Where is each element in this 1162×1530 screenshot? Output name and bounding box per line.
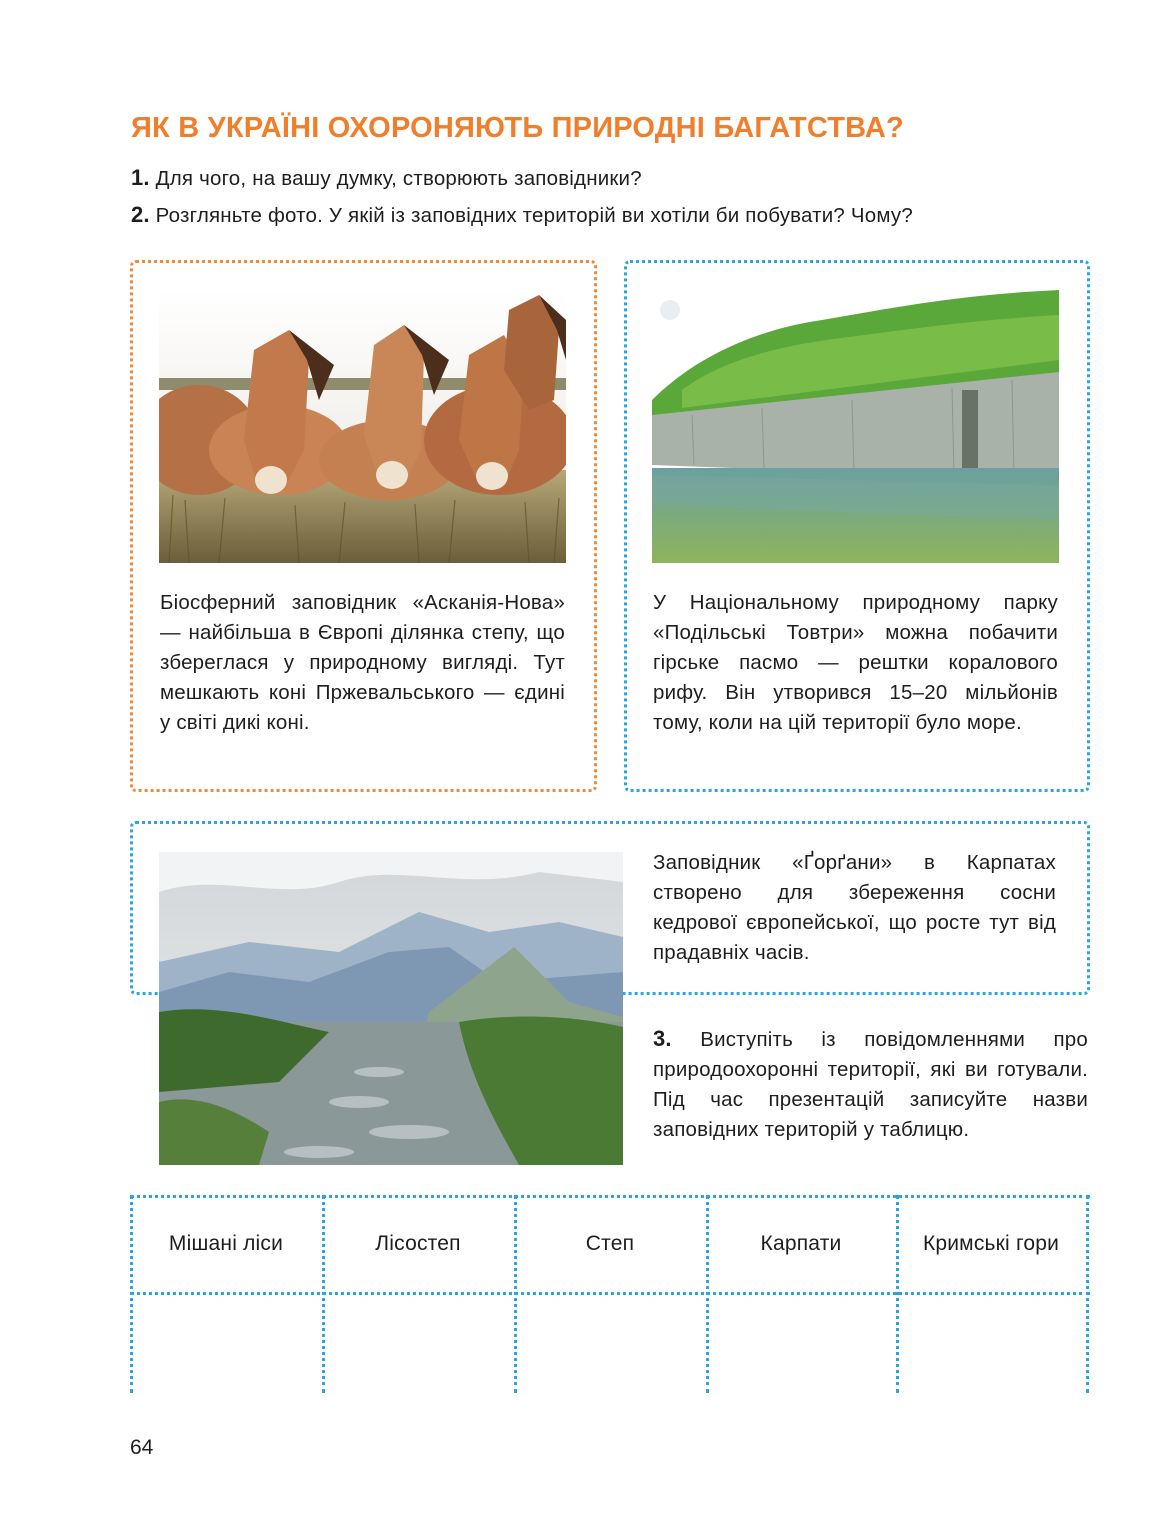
question-1-text: Для чого, на вашу думку, створюють заповідники? — [155, 167, 642, 190]
page-title: ЯК В УКРАЇНІ ОХОРОНЯЮТЬ ПРИРОДНІ БАГАТСТВА? — [131, 112, 904, 144]
table-cell[interactable] — [130, 1295, 322, 1392]
table-header-steppe: Степ — [585, 1231, 635, 1255]
table-border-right — [1086, 1195, 1089, 1393]
question-2 — [131, 202, 913, 228]
table-cell[interactable] — [514, 1295, 706, 1392]
task-3-text: Виступіть із повідомленнями про природоохоронні території, які ви готували. Під час презентацій записуйте назви заповідних територій у таблицю. — [653, 1028, 1088, 1141]
przewalski-horses-photo — [159, 290, 566, 563]
page-number: 64 — [130, 1436, 154, 1459]
table-header-carpathians: Карпати — [760, 1231, 842, 1255]
question-1 — [131, 165, 642, 191]
question-2-text: Розгляньте фото. У якій із заповідних територій ви хотіли би побувати? Чому? — [155, 204, 913, 227]
gorgany-description: Заповідник «Ґорґани» в Карпатах створено для збереження сосни кедрової європейської, що росте тут від прадавніх часів. — [653, 851, 1056, 964]
table-header-crimean-mountains: Кримські гори — [922, 1231, 1060, 1255]
table-cell[interactable] — [896, 1295, 1086, 1392]
askania-description: Біосферний заповідник «Асканія-Нова» — найбільша в Європі ділянка степу, що збереглася у природному вигляді. Тут мешкають коні Пржевальського — єдині у світі дикі коні. — [160, 591, 565, 734]
task-3 — [653, 1024, 1088, 1145]
tovtry-description: У Національному природному парку «Подільські Товтри» можна побачити гірське пасмо — рештки коралового рифу. Він утворився 15–20 мільйонів тому, коли на цій території було море. — [653, 591, 1058, 734]
podilski-tovtry-photo — [652, 290, 1059, 563]
table-cell[interactable] — [322, 1295, 514, 1392]
table-header-forest-steppe: Лісостеп — [375, 1231, 461, 1255]
table-cell[interactable] — [706, 1295, 896, 1392]
question-1-number: 1. — [131, 165, 150, 190]
gorgany-mountains-photo — [159, 852, 623, 1165]
reserves-table — [130, 1195, 1090, 1393]
question-2-number: 2. — [131, 202, 150, 227]
table-header-mixed-forests: Мішані ліси — [168, 1231, 284, 1255]
task-3-number: 3. — [653, 1026, 672, 1051]
